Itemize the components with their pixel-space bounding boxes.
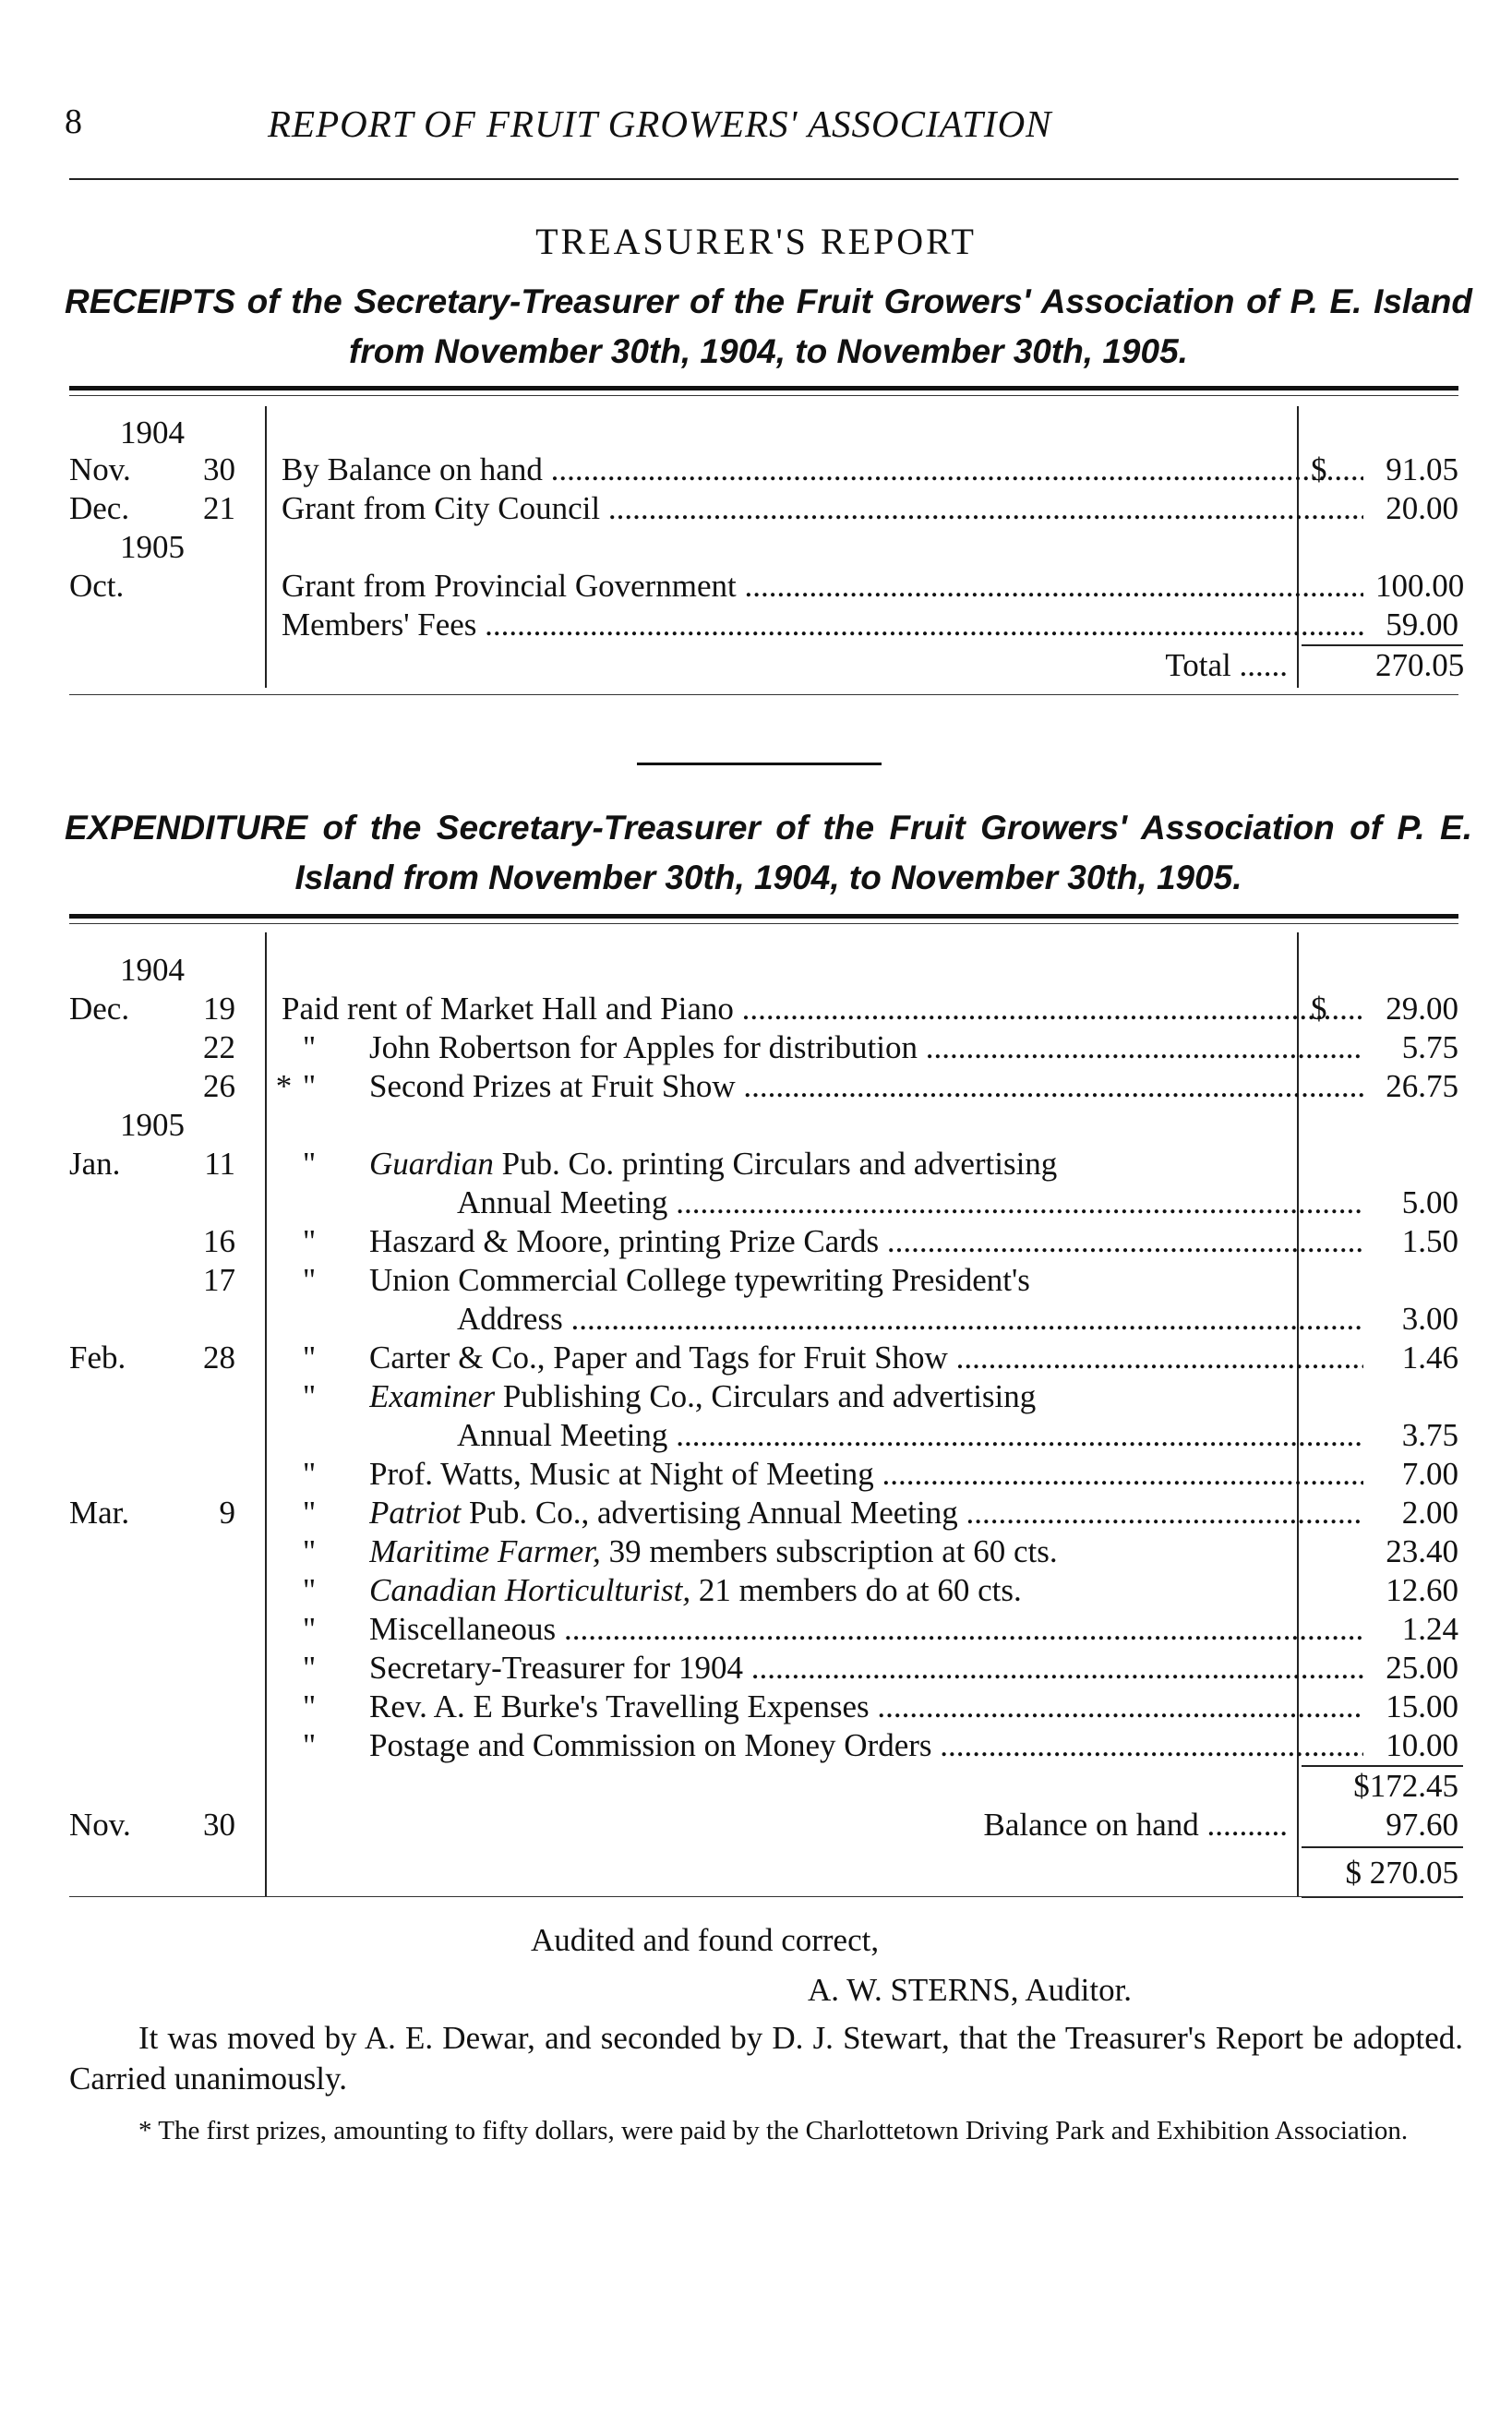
description-continued: Address ..... — [457, 1300, 1363, 1339]
section-divider — [637, 763, 882, 765]
total-rule — [1302, 1846, 1463, 1848]
expenditure-row — [69, 1532, 1463, 1571]
ditto-mark: " — [302, 1727, 317, 1763]
receipts-year-row — [69, 414, 1463, 452]
expenditure-row — [69, 1222, 1463, 1261]
amount: 12.60 — [1386, 1572, 1458, 1608]
month: Dec. — [69, 991, 130, 1027]
receipts-row — [69, 567, 1463, 606]
day: 11 — [204, 1146, 235, 1182]
day: 9 — [219, 1495, 235, 1531]
ditto-mark: " — [302, 1262, 317, 1298]
amount: 59.00 — [1386, 607, 1458, 643]
footnote-star: * — [275, 1068, 293, 1104]
day: 21 — [203, 490, 235, 526]
month: Dec. — [69, 490, 130, 526]
receipts-total-row — [69, 646, 1463, 685]
expenditure-top-rule — [69, 914, 1458, 919]
ditto-mark: " — [302, 1533, 317, 1569]
amount: 91.05 — [1386, 451, 1458, 487]
report-title: TREASURER'S REPORT — [535, 221, 977, 262]
ditto-mark: " — [302, 1378, 317, 1414]
description: Miscellaneous ..... — [369, 1610, 1363, 1649]
amount: 7.00 — [1401, 1456, 1458, 1492]
amount: 10.00 — [1386, 1727, 1458, 1763]
description: Rev. A. E Burke's Travelling Expenses ..... — [369, 1688, 1363, 1726]
description: By Balance on hand ..... — [282, 451, 1363, 489]
expenditure-row — [69, 1145, 1463, 1183]
month: Oct. — [69, 568, 125, 604]
day: 22 — [203, 1029, 235, 1065]
description: Haszard & Moore, printing Prize Cards ..... — [369, 1222, 1363, 1261]
expenditure-row-continuation — [69, 1183, 1463, 1222]
expenditure-year-row — [69, 951, 1463, 990]
amount: 1.46 — [1401, 1340, 1458, 1376]
ditto-mark: " — [302, 1572, 317, 1608]
motion-paragraph: It was moved by A. E. Dewar, and seconded by D. J. Stewart, that the Treasurer's Report be adopted. Carried unanimously. — [69, 2020, 1463, 2097]
expenditure-row-continuation — [69, 1416, 1463, 1455]
receipts-row — [69, 606, 1463, 644]
amount: 26.75 — [1386, 1068, 1458, 1104]
ditto-mark: " — [302, 1068, 317, 1104]
expenditure-top-rule-thin — [69, 923, 1458, 924]
receipts-bottom-rule — [69, 694, 1458, 695]
subtotal-amount: $172.45 — [1353, 1768, 1458, 1804]
description-continued: Annual Meeting ..... — [457, 1183, 1363, 1222]
ditto-mark: " — [302, 1029, 317, 1065]
description: Guardian Pub. Co. printing Circulars and advertising — [369, 1146, 1058, 1182]
day: 17 — [203, 1262, 235, 1298]
description: Grant from Provincial Government ..... — [282, 567, 1363, 606]
expenditure-year-row — [69, 1106, 1463, 1145]
amount: 1.24 — [1401, 1611, 1458, 1647]
amount: 2.00 — [1401, 1495, 1458, 1531]
description-continued: Annual Meeting ..... — [457, 1416, 1363, 1455]
description: Carter & Co., Paper and Tags for Fruit Show ..... — [369, 1339, 1363, 1377]
amount: 15.00 — [1386, 1688, 1458, 1724]
ditto-mark: " — [302, 1495, 317, 1531]
subtotal-row — [69, 1767, 1463, 1806]
ditto-mark: " — [302, 1611, 317, 1647]
month: Mar. — [69, 1495, 130, 1531]
ditto-mark: " — [302, 1650, 317, 1686]
description: Paid rent of Market Hall and Piano ..... — [282, 990, 1363, 1028]
receipts-ledger — [69, 406, 1463, 702]
month: Nov. — [69, 1807, 131, 1843]
description: Prof. Watts, Music at Night of Meeting ..... — [369, 1455, 1363, 1494]
receipts-year-row — [69, 528, 1463, 567]
day: 30 — [203, 451, 235, 487]
amount: 20.00 — [1386, 490, 1458, 526]
expenditure-row — [69, 1339, 1463, 1377]
amount: 1.50 — [1401, 1223, 1458, 1259]
running-head — [55, 102, 1458, 148]
year-label: 1905 — [120, 1107, 185, 1143]
expenditure-row-continuation — [69, 1300, 1463, 1339]
month: Nov. — [69, 451, 131, 487]
auditor-signature: A. W. STERNS, Auditor. — [808, 1972, 1133, 2008]
day: 16 — [203, 1223, 235, 1259]
amount: 100.00 — [1375, 568, 1465, 604]
day: 28 — [203, 1340, 235, 1376]
receipts-row — [69, 451, 1463, 489]
balance-amount: 97.60 — [1386, 1807, 1458, 1843]
expenditure-row — [69, 1610, 1463, 1649]
audit-statement: Audited and found correct, — [531, 1922, 880, 1958]
expenditure-row — [69, 1571, 1463, 1610]
year-label: 1904 — [120, 952, 185, 988]
description: Maritime Farmer, 39 members subscription at 60 cts. — [369, 1533, 1058, 1569]
year-label: 1905 — [120, 529, 185, 565]
expenditure-row — [69, 1649, 1463, 1688]
total-label: Total ...... — [1165, 647, 1288, 683]
expenditure-ledger — [69, 932, 1463, 1902]
description: Union Commercial College typewriting President's — [369, 1262, 1030, 1298]
expenditure-row — [69, 1377, 1463, 1416]
ditto-mark: " — [302, 1456, 317, 1492]
expenditure-row — [69, 1688, 1463, 1726]
day: 19 — [203, 991, 235, 1027]
expenditure-bottom-rule — [69, 1896, 1458, 1897]
expenditure-row — [69, 1494, 1463, 1532]
day: 30 — [203, 1807, 235, 1843]
amount: 29.00 — [1386, 991, 1458, 1027]
expenditure-row — [69, 990, 1463, 1028]
grand-total-amount: $ 270.05 — [1345, 1855, 1458, 1891]
description: Grant from City Council ..... — [282, 489, 1363, 528]
ditto-mark: " — [302, 1223, 317, 1259]
grand-total-row — [69, 1854, 1463, 1892]
description: Patriot Pub. Co., advertising Annual Meeting ..... — [369, 1494, 1363, 1532]
balance-row — [69, 1806, 1463, 1844]
amount: 3.00 — [1401, 1301, 1458, 1337]
ditto-mark: " — [302, 1146, 317, 1182]
month: Jan. — [69, 1146, 121, 1182]
expenditure-heading: EXPENDITURE of the Secretary-Treasurer of the Fruit Growers' Association of P. E. Island from November 30th, 1904, to November 30th, 1905. — [65, 809, 1472, 896]
description: Secretary-Treasurer for 1904 ..... — [369, 1649, 1363, 1688]
amount: 5.00 — [1401, 1184, 1458, 1220]
expenditure-row — [69, 1261, 1463, 1300]
page-number: 8 — [65, 102, 82, 141]
running-title: REPORT OF FRUIT GROWERS' ASSOCIATION — [268, 102, 1052, 145]
description: Second Prizes at Fruit Show ..... — [369, 1067, 1363, 1106]
expenditure-row — [69, 1726, 1463, 1765]
month: Feb. — [69, 1340, 126, 1376]
amount: 5.75 — [1401, 1029, 1458, 1065]
year-label: 1904 — [120, 415, 185, 451]
description: Members' Fees ..... — [282, 606, 1363, 644]
balance-label: Balance on hand .......... — [983, 1807, 1288, 1843]
day: 26 — [203, 1068, 235, 1104]
ditto-mark: " — [302, 1688, 317, 1724]
description: Canadian Horticulturist, 21 members do at 60 cts. — [369, 1572, 1022, 1608]
receipts-row — [69, 489, 1463, 528]
ditto-mark: " — [302, 1340, 317, 1376]
amount: 3.75 — [1401, 1417, 1458, 1453]
dollar-sign: $ — [1311, 451, 1327, 487]
description: John Robertson for Apples for distribution ..... — [369, 1028, 1363, 1067]
amount: 25.00 — [1386, 1650, 1458, 1686]
dollar-sign: $ — [1311, 991, 1327, 1027]
receipts-top-rule — [69, 386, 1458, 390]
header-rule — [69, 178, 1458, 180]
receipts-top-rule-thin — [69, 395, 1458, 396]
expenditure-row — [69, 1067, 1463, 1106]
expenditure-row — [69, 1028, 1463, 1067]
description: Postage and Commission on Money Orders ..... — [369, 1726, 1363, 1765]
footnote: * The first prizes, amounting to fifty dollars, were paid by the Charlottetown Driving Park and Exhibition Association. — [138, 2116, 1409, 2145]
amount: 23.40 — [1386, 1533, 1458, 1569]
total-amount: 270.05 — [1375, 647, 1465, 683]
receipts-heading: RECEIPTS of the Secretary-Treasurer of the Fruit Growers' Association of P. E. Island from November 30th, 1904, to November 30th, 1905. — [65, 282, 1472, 370]
expenditure-row — [69, 1455, 1463, 1494]
description: Examiner Publishing Co., Circulars and advertising — [369, 1378, 1037, 1414]
